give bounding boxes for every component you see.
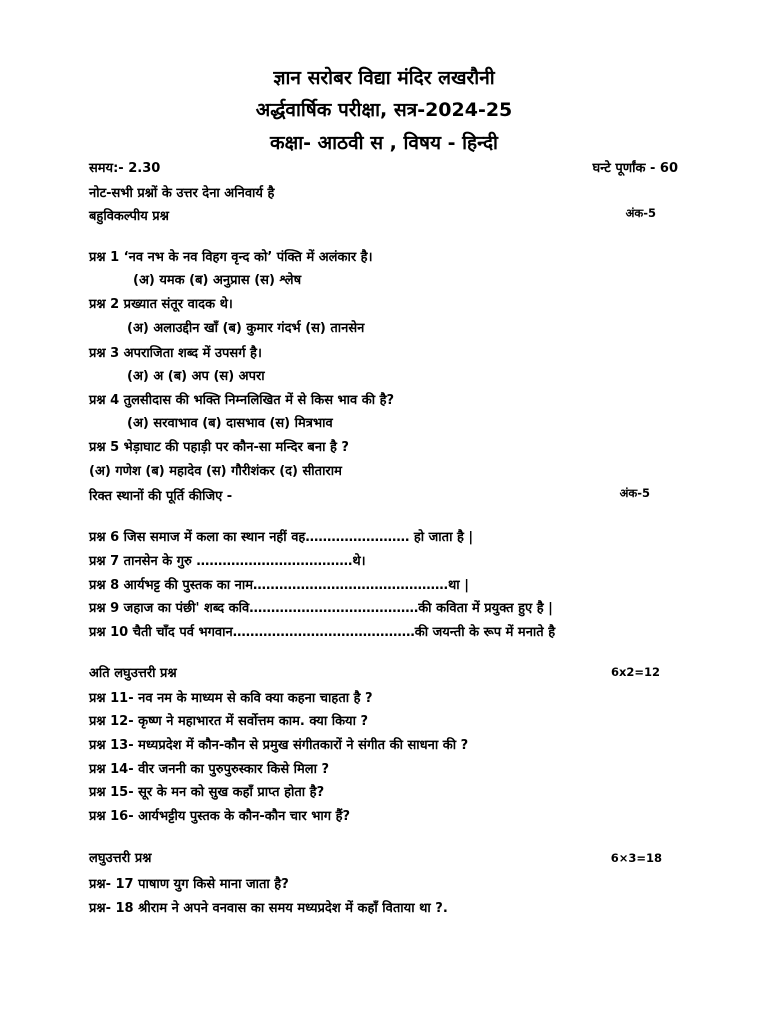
question: प्रश्न- 17 पाषाण युग किसे माना जाता है? [89, 877, 289, 892]
question: प्रश्न 10 चैती चाँद पर्व भगवान……………………………………की जयन्ती के रूप में मनाते है [89, 625, 556, 640]
question: प्रश्न- 18 श्रीराम ने अपने वनवास का समय मध्यप्रदेश में कहाँ विताया था ?. [89, 901, 448, 916]
section-marks: अंक-5 [619, 486, 650, 500]
question: प्रश्न 14- वीर जननी का पुरुपुरुस्कार किसे मिला ? [89, 762, 330, 777]
class-subject: कक्षा- आठवी स , विषय - हिन्दी [270, 132, 498, 154]
question: प्रश्न 15- सूर के मन को सुख कहाँ प्राप्त होता है? [89, 785, 325, 800]
section-marks: 6x2=12 [610, 665, 660, 679]
section-marks: 6×3=18 [610, 851, 662, 865]
question: प्रश्न 16- आर्यभट्टीय पुस्तक के कौन-कौन चार भाग हैं? [89, 809, 351, 824]
total-marks: घन्टे पूर्णांक - 60 [592, 161, 678, 176]
answer-options: (अ) अलाउद्दीन खाँ (ब) कुमार गंदर्भ (स) तानसेन [127, 321, 365, 336]
section-title: बहुविकल्पीय प्रश्न [89, 209, 169, 224]
question: प्रश्न 3 अपराजिता शब्द में उपसर्ग है। [89, 346, 262, 361]
section-marks: अंक-5 [625, 206, 656, 220]
time-label: समय:- 2.30 [89, 161, 161, 176]
question: प्रश्न 13- मध्यप्रदेश में कौन-कौन से प्रमुख संगीतकारों ने संगीत की साधना की ? [89, 738, 469, 753]
section-title: अति लघुउत्तरी प्रश्न [89, 666, 177, 681]
answer-options: (अ) गणेश (ब) महादेव (स) गौरीशंकर (द) सीताराम [89, 464, 342, 479]
question: प्रश्न 8 आर्यभट्ट की पुस्तक का नाम………………………………………था | [89, 578, 469, 593]
question: प्रश्न 6 जिस समाज में कला का स्थान नहीं वह…………………… हो जाता है | [89, 530, 474, 545]
answer-options: (अ) अ (ब) अप (स) अपरा [127, 369, 265, 384]
section-title: रिक्त स्थानों की पूर्ति कीजिए - [89, 489, 233, 504]
answer-options: (अ) यमक (ब) अनुप्रास (स) श्लेष [133, 273, 302, 288]
question: प्रश्न 2 प्रख्यात संतूर वादक थे। [89, 297, 233, 312]
question: प्रश्न 12- कृष्ण ने महाभारत में सर्वोत्तम काम. क्या किया ? [89, 714, 369, 729]
exam-title: अर्द्धवार्षिक परीक्षा, सत्र-2024-25 [255, 99, 513, 121]
instruction-note: नोट-सभी प्रश्नों के उत्तर देना अनिवार्य है [89, 186, 275, 201]
answer-options: (अ) सरवाभाव (ब) दासभाव (स) मित्रभाव [127, 416, 333, 431]
question: प्रश्न 7 तानसेन के गुरु ………………………………थे। [89, 554, 366, 569]
question: प्रश्न 4 तुलसीदास की भक्ति निम्नलिखित में से किस भाव की है? [89, 393, 395, 408]
question: प्रश्न 11- नव नम के माध्यम से कवि क्या कहना चाहता है ? [89, 691, 373, 706]
school-name: ज्ञान सरोबर विद्या मंदिर लखरौनी [273, 67, 495, 89]
question: प्रश्न 9 जहाज का पंछी' शब्द कवि…………………………………की कविता में प्रयुक्त हुए है | [89, 601, 553, 616]
section-title: लघुउत्तरी प्रश्न [89, 851, 152, 866]
question: प्रश्न 1 ‘नव नभ के नव विहग वृन्द को’ पंक्ति में अलंकार है। [89, 250, 373, 265]
question: प्रश्न 5 भेड़ाघाट की पहाड़ी पर कौन-सा मन्दिर बना है ? [89, 440, 349, 455]
